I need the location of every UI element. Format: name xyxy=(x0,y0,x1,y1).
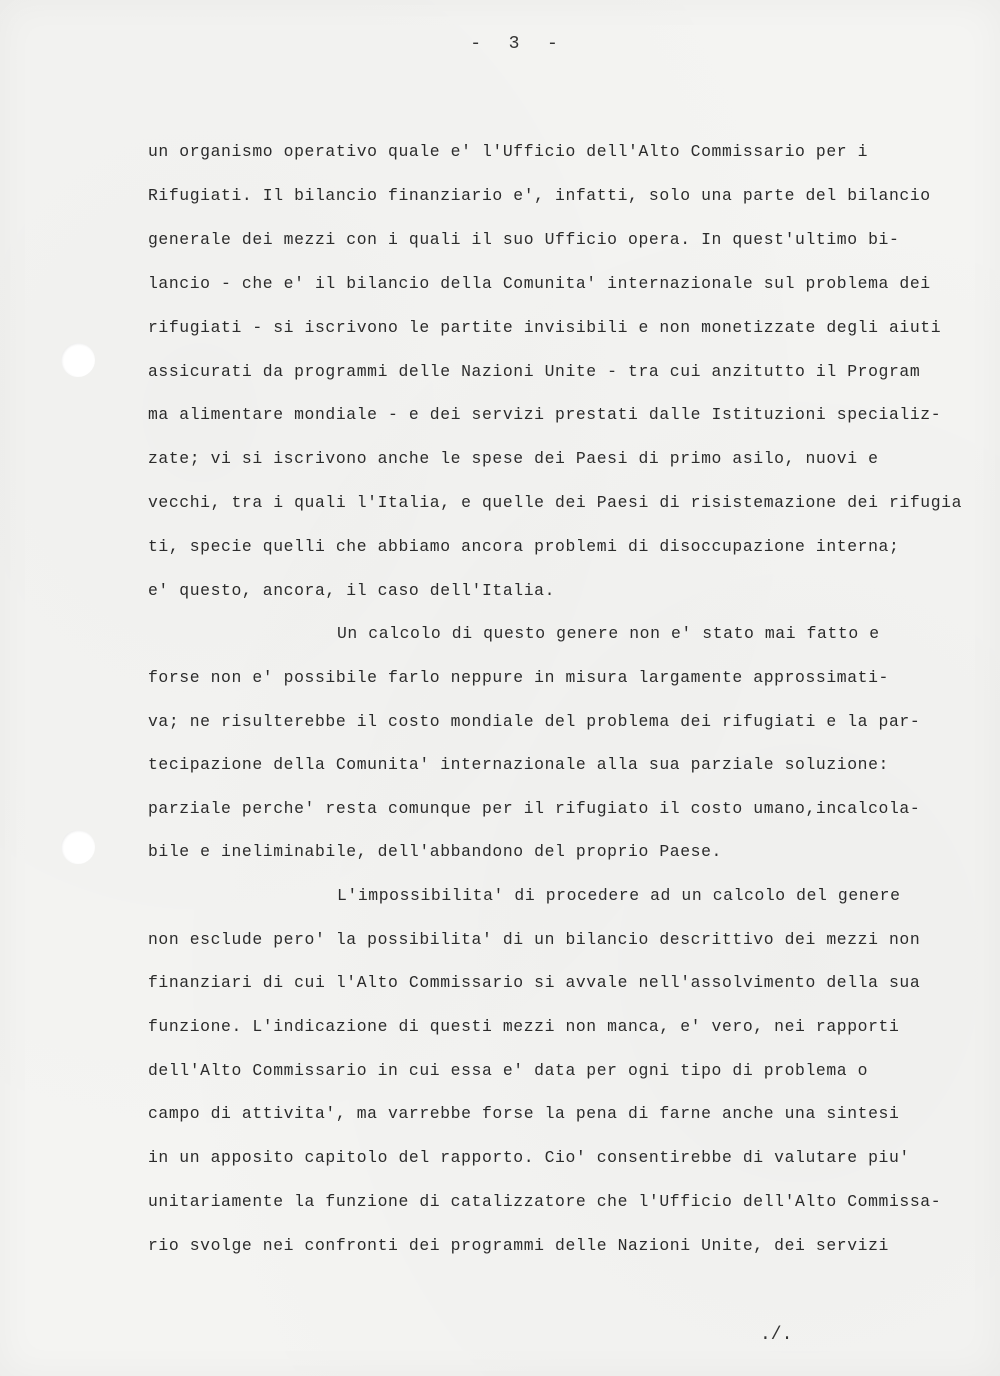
paragraph-first-line: Un calcolo di questo genere non e' stato mai fatto e xyxy=(337,624,880,643)
text-line: ti, specie quelli che abbiamo ancora problemi di disoccupazione interna; xyxy=(148,537,900,556)
punch-hole xyxy=(61,343,95,377)
text-line: zate; vi si iscrivono anche le spese dei Paesi di primo asilo, nuovi e xyxy=(148,449,879,468)
text-line: campo di attivita', ma varrebbe forse la pena di farne anche una sintesi xyxy=(148,1104,900,1123)
text-line: dell'Alto Commissario in cui essa e' data per ogni tipo di problema o xyxy=(148,1061,869,1080)
text-line: e' questo, ancora, il caso dell'Italia. xyxy=(148,581,556,600)
text-line: Rifugiati. Il bilancio finanziario e', infatti, solo una parte del bilancio xyxy=(148,186,931,205)
text-line: lancio - che e' il bilancio della Comunita' internazionale sul problema dei xyxy=(148,274,931,293)
text-line: vecchi, tra i quali l'Italia, e quelle dei Paesi di risistemazione dei rifugia xyxy=(148,493,963,512)
text-line: generale dei mezzi con i quali il suo Ufficio opera. In quest'ultimo bi- xyxy=(148,230,900,249)
text-line: bile e ineliminabile, dell'abbandono del proprio Paese. xyxy=(148,842,722,861)
text-line: in un apposito capitolo del rapporto. Cio' consentirebbe di valutare piu' xyxy=(148,1148,910,1167)
text-line: un organismo operativo quale e' l'Ufficio dell'Alto Commissario per i xyxy=(148,142,869,161)
text-line: rifugiati - si iscrivono le partite invisibili e non monetizzate degli aiuti xyxy=(148,318,942,337)
text-line: parziale perche' resta comunque per il rifugiato il costo umano,incalcola- xyxy=(148,799,921,818)
text-line: rio svolge nei confronti dei programmi delle Nazioni Unite, dei servizi xyxy=(148,1236,889,1255)
text-line: va; ne risulterebbe il costo mondiale del problema dei rifugiati e la par- xyxy=(148,712,921,731)
punch-hole xyxy=(61,830,95,864)
text-line: assicurati da programmi delle Nazioni Unite - tra cui anzitutto il Program xyxy=(148,362,921,381)
paragraph-first-line: L'impossibilita' di procedere ad un calcolo del genere xyxy=(337,886,901,905)
text-line: tecipazione della Comunita' internazionale alla sua parziale soluzione: xyxy=(148,755,889,774)
page-number: - 3 - xyxy=(470,34,560,54)
text-line: non esclude pero' la possibilita' di un bilancio descrittivo dei mezzi non xyxy=(148,930,921,949)
text-line: finanziari di cui l'Alto Commissario si avvale nell'assolvimento della sua xyxy=(148,973,921,992)
text-line: forse non e' possibile farlo neppure in misura largamente approssimati- xyxy=(148,668,889,687)
text-line: unitariamente la funzione di catalizzatore che l'Ufficio dell'Alto Commissa- xyxy=(148,1192,942,1211)
continuation-mark: ./. xyxy=(760,1325,793,1345)
text-line: ma alimentare mondiale - e dei servizi prestati dalle Istituzioni specializ- xyxy=(148,405,942,424)
text-line: funzione. L'indicazione di questi mezzi non manca, e' vero, nei rapporti xyxy=(148,1017,900,1036)
